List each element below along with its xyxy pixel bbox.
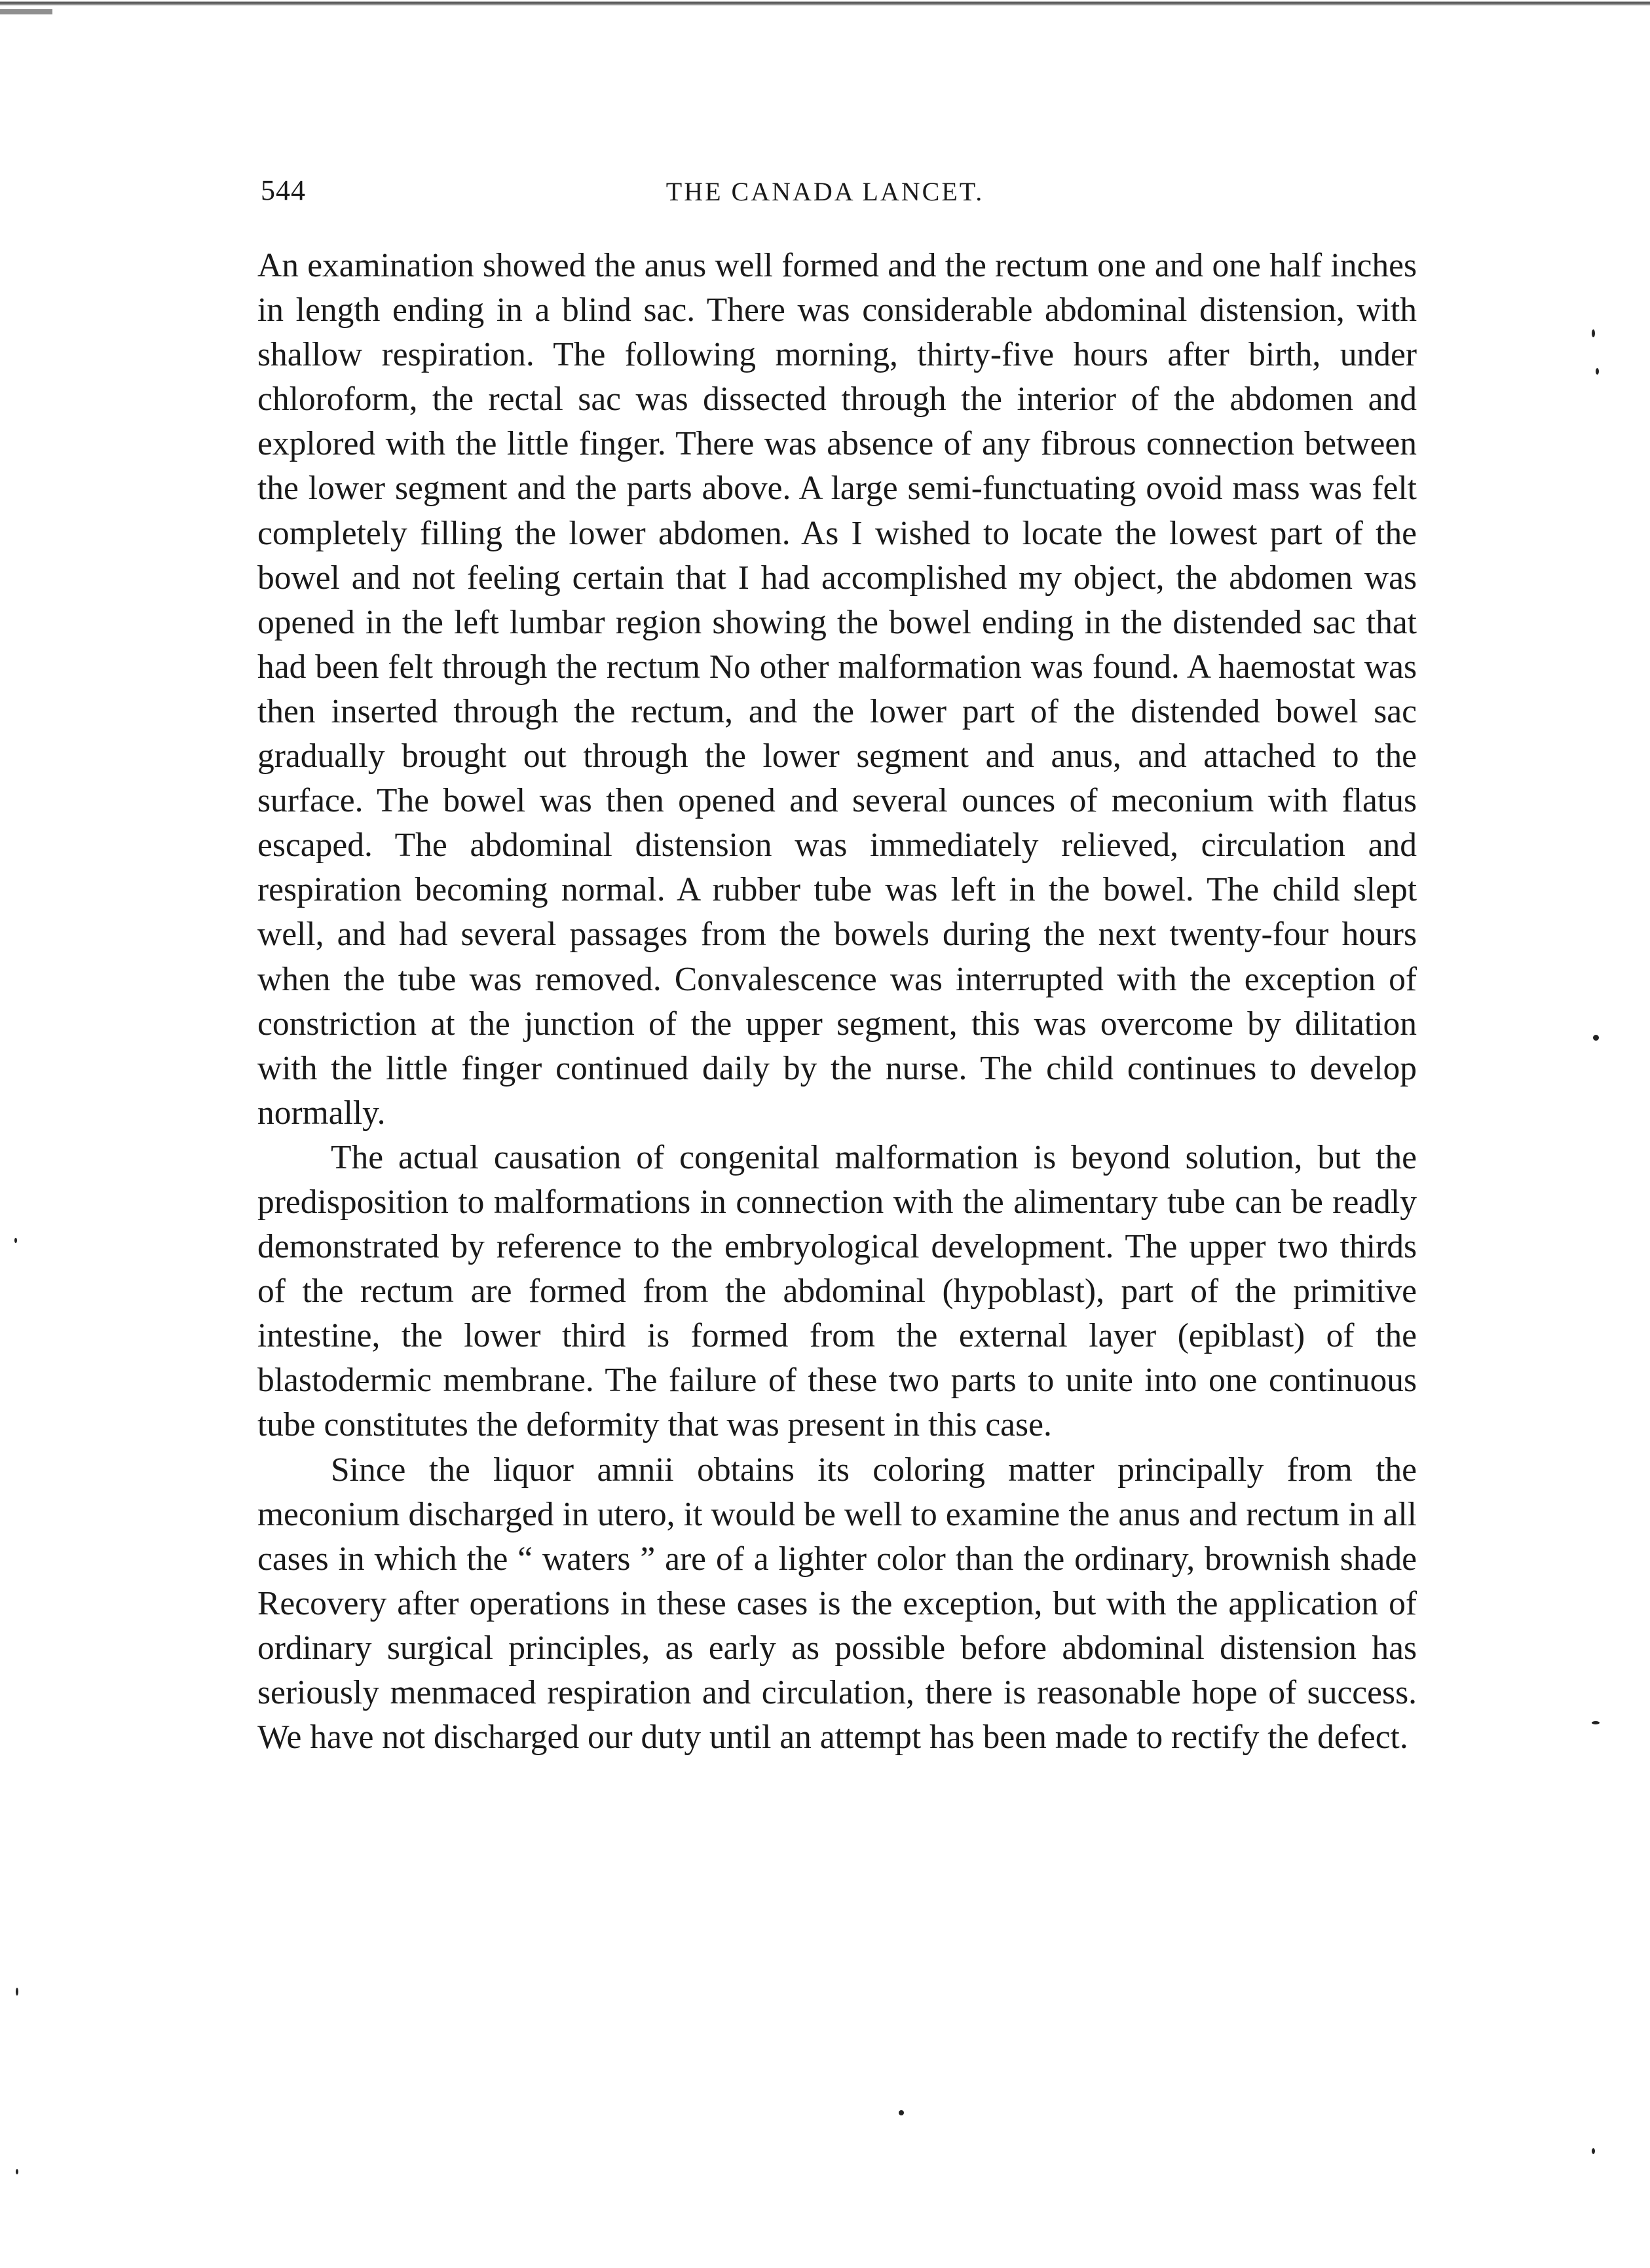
page-header (0, 174, 1650, 219)
scan-speck (1596, 368, 1599, 375)
running-head: THE CANADA LANCET. (666, 177, 984, 206)
scan-speck (16, 1988, 18, 1996)
paragraph-liquor-amnii: Since the liquor amnii obtains its coloring matter principally from the meconium discharged in utero, it would be well to examine the anus and rectum in all cases in which the “ waters ” are of a lighter color than the ordinary, brownish shade Recovery after operations in these cases is the exception, but with the application of ordinary surgical principles, as early as possible before abdominal distension has seriously menmaced respiration and circulation, there is reasonable hope of success. We have not discharged our duty until an attempt has been made to rectify the defect. (257, 1451, 1417, 1757)
top-edge-rule (0, 0, 1650, 9)
scan-speck (16, 2169, 18, 2174)
scan-speck (1592, 1721, 1600, 1724)
page-number: 544 (261, 174, 306, 206)
scan-speck (14, 1238, 17, 1243)
article-body (257, 244, 1417, 1760)
scan-speck (1593, 1035, 1599, 1041)
paragraph-causation: The actual causation of congenital malformation is beyond solution, but the predisposition to malformations in connection with the alimentary tube can be readly demonstrated by reference to the embryological development. The upper two thirds of the rectum are formed from the abdominal (hypoblast), part of the primitive intestine, the lower third is formed from the external layer (epiblast) of the blastodermic membrane. The failure of these two parts to unite into one continuous tube constitutes the deformity that was present in this case. (257, 1138, 1417, 1444)
scan-speck (1592, 329, 1595, 337)
scan-speck (899, 2110, 904, 2115)
paragraph-case-report: An examination showed the anus well formed and the rectum one and one half inches in length ending in a blind sac. There was considerable abdominal distension, with shallow respiration. The following morning, thirty-five hours after birth, under chloroform, the rectal sac was dissected through the interior of the abdomen and explored with the little finger. There was absence of any fibrous connection between the lower segment and the parts above. A large semi-functuating ovoid mass was felt completely filling the lower abdomen. As I wished to locate the lowest part of the bowel and not feeling certain that I had accomplished my object, the abdomen was opened in the left lumbar region showing the bowel ending in the distended sac that had been felt through the rectum No other malformation was found. A haemostat was then inserted through the rectum, and the lower part of the distended bowel sac gradually brought out through the lower segment and anus, and attached to the surface. The bowel was then opened and several ounces of meconium with flatus escaped. The abdominal distension was immediately relieved, circulation and respiration becoming normal. A rubber tube was left in the bowel. The child slept well, and had several passages from the bowels during the next twenty-four hours when the tube was removed. Convalescence was interrupted with the exception of constriction at the junction of the upper segment, this was overcome by dilitation with the little finger continued daily by the nurse. The child continues to develop normally. (257, 247, 1417, 1132)
top-edge-smudge (0, 9, 52, 14)
scan-speck (1592, 2148, 1595, 2154)
